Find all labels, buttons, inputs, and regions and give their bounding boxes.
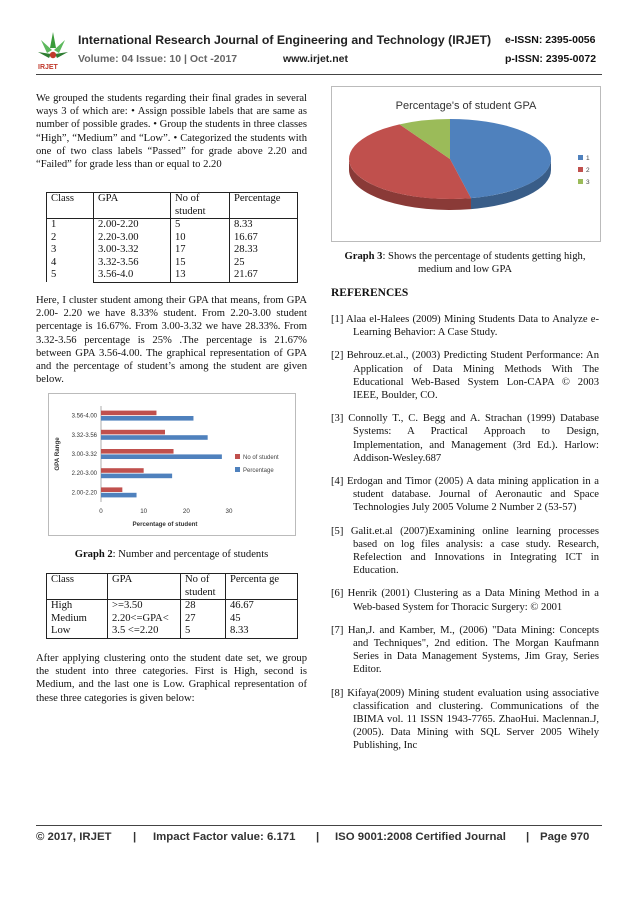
y-tick-label: 3.00-3.32 [71,452,97,458]
bar-no-of-student [101,411,156,416]
reference-item: [1] Alaa el-Halees (2009) Mining Students Data to Analyze e-Learning Behavior: A Case Study. [331,314,599,339]
table-cell: 46.67 45 8.33 [226,600,298,639]
journal-title: International Research Journal of Engineering and Technology (IRJET) [78,33,492,47]
table-cell: 28 27 5 [181,600,226,639]
pie-chart [332,87,600,241]
analysis-paragraph: Here, I cluster student among their GPA that means, from GPA 2.00- 2.20 we have 8.33% student. From 2.20-3.00 student percentage is 16.67%. From 3.00-3.32 we have 28.33%. From 3.32-3.56 percentage is 25% .The percentage is 21.67% between GPA 3.56-4.00. The graphical representation of GPA and the percentage of student’s among the student are given below. [36,295,307,386]
x-tick-label: 30 [225,508,233,515]
table-cell: 2.00-2.20 2.20-3.00 3.00-3.32 3.32-3.56 3.56-4.0 [94,219,171,283]
legend-swatch [578,179,583,184]
table-header: Class [47,193,94,219]
footer-page-number: Page 970 [540,831,590,843]
table-header: Percentage [230,193,298,219]
references-heading: REFERENCES [331,287,409,299]
table-header-row [47,193,298,219]
table-header: No of student [171,193,230,219]
graph3-caption: Graph 3: Shows the percentage of students getting high, medium and low GPA [344,251,586,275]
table-header: GPA [94,193,171,219]
bar-percentage [101,493,137,498]
footer-iso: ISO 9001:2008 Certified Journal [335,831,506,843]
table-cell: >=3.50 2.20<=GPA< 3.5 <=2.20 [108,600,181,639]
legend-swatch [578,155,583,160]
legend-label: 1 [586,155,590,162]
footer-separator: | [526,831,530,843]
bar-no-of-student [101,468,144,473]
footer-separator: | [316,831,320,843]
legend-label: 3 [586,179,590,186]
legend-label: Percentage [243,468,274,474]
graph2-caption: Graph 2: Number and percentage of students [74,549,269,560]
x-axis-label: Percentage of student [132,521,198,528]
table-row [47,219,298,283]
reference-item: [6] Henrik (2001) Clustering as a Data Mining Method in a Web-based System for Thoracic Surgery: © 2001 [331,588,599,613]
y-tick-label: 2.20-3.00 [71,471,97,478]
table-cell: 1 2 3 4 5 [47,219,94,283]
bar-percentage [101,474,172,479]
reference-item: [7] Han,J. and Kamber, M., (2006) "Data Mining: Concepts and Techniques", 2nd edition. The Morgan Kaufmann Series in Data Management Systems, Jim Gray, Series Editor. [331,624,599,676]
bar-chart [49,394,295,535]
website-link[interactable]: www.irjet.net [283,53,348,65]
y-tick-label: 2.00-2.20 [71,490,97,497]
reference-item: [5] Galit.et.al (2007)Examining online learning processes based on log files analysis: a case study. Research, Refelection and Innovations in Integrating ICT in Education. [331,525,599,577]
table-header-row [47,574,298,600]
legend-swatch [578,167,583,172]
table-header: Percenta ge [226,574,298,600]
bar-no-of-student [101,430,165,435]
x-tick-label: 20 [182,508,190,515]
bar-percentage [101,454,222,459]
gpa-table [46,192,298,283]
bar-percentage [101,416,193,421]
bar-percentage [101,435,208,440]
footer-separator: | [133,831,137,843]
pie-chart-frame [331,86,601,242]
table-cell: High Medium Low [47,600,108,639]
y-tick-label: 3.32-3.56 [71,432,97,439]
legend-label: 2 [586,167,590,174]
legend-swatch [235,467,240,472]
footer-copyright: © 2017, IRJET [36,831,112,843]
reference-item: [3] Connolly T., C. Begg and A. Strachan (1999) Database Systems: A Practical Approach to Design, Implementation, and Management (3rd Ed.). Harlow: Addison-Wesley.687 [331,413,599,464]
e-issn: e-ISSN: 2395-0056 [505,34,596,46]
footer-divider [36,825,602,826]
x-tick-label: 10 [140,508,148,515]
reference-item: [4] Erdogan and Timor (2005) A data mining application in a student database. Journal of Aeronautic and Space Technologies July 2005 Volume 2 Number 2 (53-57) [331,476,599,514]
table-header: Class [47,574,108,600]
table-header: No of student [181,574,226,600]
bar-chart-frame [48,393,296,536]
volume-issue: Volume: 04 Issue: 10 | Oct -2017 [78,53,238,65]
cluster-table [46,573,298,639]
references-list [331,313,599,753]
p-issn: p-ISSN: 2395-0072 [505,53,597,65]
logo-text: IRJET [38,64,58,71]
table-cell: 5 10 17 15 13 [171,219,230,283]
header-divider [36,74,602,75]
footer-impact-factor: Impact Factor value: 6.171 [153,831,296,843]
y-tick-label: 3.56-4.00 [71,413,97,420]
table-cell: 8.33 16.67 28.33 25 21.67 [230,219,298,283]
reference-item: [8] Kifaya(2009) Mining student evaluation using associative classification and clustering. Communications of the IBIMA vol. 11 ISSN 1943-7765. ZhaoHui. Maclennan.J, (2005). Data Mining with SQL Server 2005 Wihely Publishing, Inc [331,687,599,752]
legend-swatch [235,454,240,459]
table-row [47,600,298,639]
x-tick-label: 0 [99,508,103,515]
clustering-paragraph: After applying clustering onto the student date set, we group the student into three categories. First is High, second is Medium, and the last one is Low. Graphical representation of these three categories is given below: [36,653,307,704]
bar-no-of-student [101,449,174,454]
bar-no-of-student [101,487,122,492]
intro-paragraph: We grouped the students regarding their final grades in several ways 3 of which are: • Assign possible labels that are same as number of possible grades. • Group the students in three classes “High”, “Medium” and “Low”. • Categorized the students with one of two class labels “Passed” for grade above 2.20 and “Failed” for grade less than or equal to 2.20 [36,93,307,171]
chart-title: Percentage's of student GPA [395,100,537,112]
legend-label: No of student [243,455,279,461]
reference-item: [2] Behrouz.et.al., (2003) Predicting Student Performance: An Application of Data Mining Methods With The Educational Web-Based System Lon-CAPA © 2003 IEEE, Boulder, CO. [331,350,599,402]
table-header: GPA [108,574,181,600]
y-axis-label: GPA Range [54,437,61,471]
